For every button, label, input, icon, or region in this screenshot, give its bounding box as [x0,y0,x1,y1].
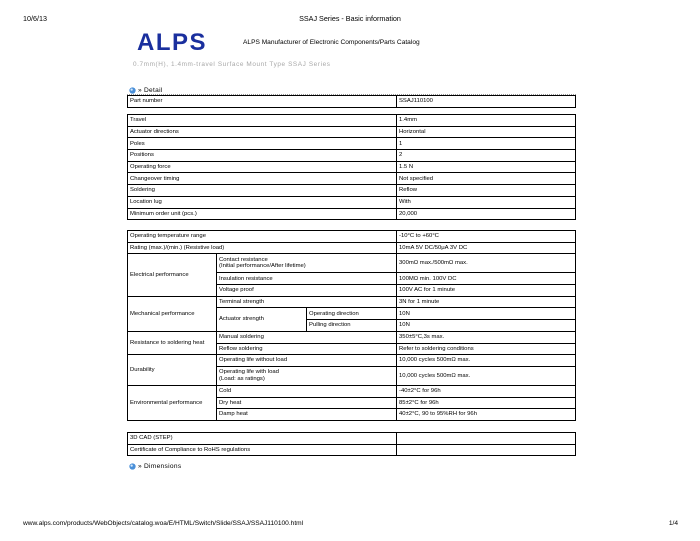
ratings-table [127,230,576,421]
section-bullet-icon [129,87,136,94]
electrical-label: Electrical performance [128,254,217,296]
spec-value: With [397,196,576,208]
section-arrow: » [138,87,142,94]
table-row [128,196,576,208]
insulation-label: Insulation resistance [217,273,397,285]
table-row [128,96,576,108]
downloads-table [127,432,576,456]
spec-value: Horizontal [397,126,576,138]
rating-value: 10mA 5V DC/50μA 3V DC [397,242,576,254]
detail-heading [129,87,163,94]
section-bullet-icon [129,463,136,470]
dimensions-heading-label: Dimensions [143,463,182,470]
table-row [128,115,576,127]
table-row [128,185,576,197]
part-number-value: SSAJ110100 [397,96,576,108]
print-page-title: SSAJ Series - Basic information [299,14,401,23]
dry-heat-value: 85±2°C for 96h [397,397,576,409]
spec-label: Minimum order unit (pcs.) [128,208,397,220]
life-load-label: Operating life with load (Load: as ratings) [217,366,397,385]
table-row [128,331,576,343]
spec-value: Not specified [397,173,576,185]
op-temp-value: -10°C to +60°C [397,231,576,243]
operating-direction-label: Operating direction [307,308,397,320]
series-subtitle: 0.7mm(H), 1.4mm-travel Surface Mount Type SSAJ Series [133,61,331,68]
actuator-strength-label: Actuator strength [217,308,307,331]
table-row [128,231,576,243]
spec-label: Operating force [128,161,397,173]
manual-soldering-value: 350±5°C,3s max. [397,331,576,343]
table-row [128,254,576,273]
spec-value: Reflow [397,185,576,197]
spec-label: Positions [128,150,397,162]
cad-link[interactable]: 3D CAD (STEP) [128,433,397,445]
damp-heat-label: Damp heat [217,409,397,421]
cold-value: -40±2°C for 96h [397,385,576,397]
alps-logo[interactable] [137,31,229,53]
spec-label: Travel [128,115,397,127]
manual-soldering-label: Manual soldering [217,331,397,343]
site-tagline: ALPS Manufacturer of Electronic Components/Parts Catalog [243,39,420,46]
voltage-proof-value: 100V AC for 1 minute [397,285,576,297]
pulling-direction-label: Pulling direction [307,320,397,332]
terminal-strength-label: Terminal strength [217,296,397,308]
rohs-certificate-link[interactable]: Certificate of Compliance to RoHS regulations [128,444,397,456]
reflow-soldering-value: Refer to soldering conditions [397,343,576,355]
soldering-resistance-label: Resistance to soldering heat [128,331,217,354]
section-arrow: » [138,463,142,470]
environmental-label: Environmental performance [128,385,217,420]
cold-label: Cold [217,385,397,397]
life-no-load-label: Operating life without load [217,355,397,367]
contact-resistance-value: 300mΩ max./500mΩ max. [397,254,576,273]
table-row [128,138,576,150]
table-row [128,150,576,162]
spec-label: Location lug [128,196,397,208]
part-number-table [127,95,576,108]
spec-value: 2 [397,150,576,162]
voltage-proof-label: Voltage proof [217,285,397,297]
print-date: 10/6/13 [23,14,47,23]
contact-resistance-label: Contact resistance (Initial performance/After lifetime) [217,254,397,273]
spec-value: 1.4mm [397,115,576,127]
table-row [128,355,576,367]
print-footer-url: www.alps.com/products/WebObjects/catalog.woa/E/HTML/Switch/Slide/SSAJ/SSAJ110100.html [23,520,304,527]
table-row [128,242,576,254]
table-row [128,433,576,445]
spec-value: 20,000 [397,208,576,220]
life-load-value: 10,000 cycles 500mΩ max. [397,366,576,385]
table-row [128,444,576,456]
reflow-soldering-label: Reflow soldering [217,343,397,355]
rating-label: Rating (max.)/(min.) (Resistive load) [128,242,397,254]
spec-label: Actuator directions [128,126,397,138]
spec-value: 1 [397,138,576,150]
table-row [128,385,576,397]
specs-table [127,114,576,220]
damp-heat-value: 40±2°C, 90 to 95%RH for 96h [397,409,576,421]
insulation-value: 100MΩ min. 100V DC [397,273,576,285]
dry-heat-label: Dry heat [217,397,397,409]
durability-label: Durability [128,355,217,386]
mechanical-label: Mechanical performance [128,296,217,331]
spec-label: Poles [128,138,397,150]
spec-label: Soldering [128,185,397,197]
dimensions-heading [129,463,181,470]
rohs-value [397,444,576,456]
part-number-label: Part number [128,96,397,108]
life-no-load-value: 10,000 cycles 500mΩ max. [397,355,576,367]
pulling-direction-value: 10N [397,320,576,332]
table-row [128,296,576,308]
spec-label: Changeover timing [128,173,397,185]
cad-value [397,433,576,445]
spec-value: 1.5 N [397,161,576,173]
op-temp-label: Operating temperature range [128,231,397,243]
table-row [128,126,576,138]
table-row [128,161,576,173]
table-row [128,173,576,185]
terminal-strength-value: 3N for 1 minute [397,296,576,308]
table-row [128,208,576,220]
print-page-number: 1/4 [668,520,678,527]
detail-heading-label: Detail [143,87,163,94]
svg-text:ALPS: ALPS [137,31,208,53]
operating-direction-value: 10N [397,308,576,320]
